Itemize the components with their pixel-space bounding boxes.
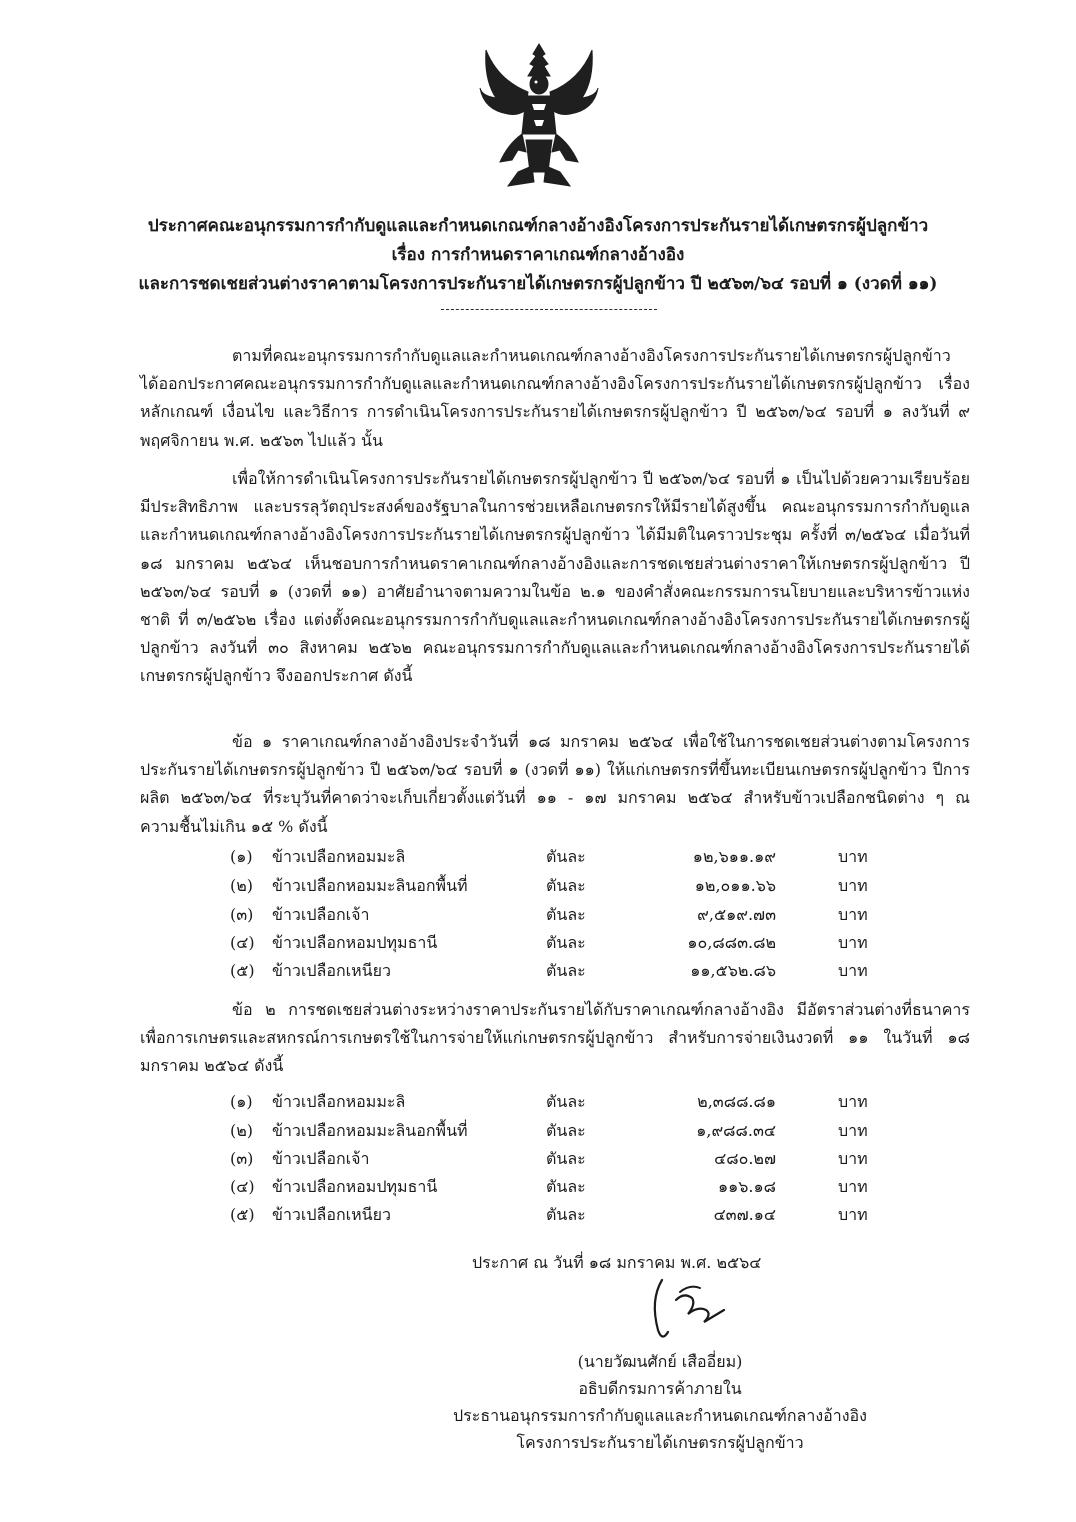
handwritten-signature-icon [640, 1270, 740, 1350]
paragraph-preamble [140, 342, 970, 455]
signatory-title-3: โครงการประกันรายได้เกษตรกรผู้ปลูกข้าว [516, 1433, 804, 1452]
list-item: (๔) ข้าวเปลือกหอมปทุมธานี ตันละ ๑๑๖.๑๘ บาท [230, 1177, 868, 1196]
paragraph-text: ข้อ ๒ การชดเชยส่วนต่างระหว่างราคาประกันรายได้กับราคาเกณฑ์กลางอ้างอิง มีอัตราส่วนต่างที่ธนาคารเพื่อการเกษตรและสหกรณ์การเกษตรใช้ในการจ่ายให้แก่เกษตรกรผู้ปลูกข้าว สำหรับการจ่ายเงินงวดที่ ๑๑ ในวันที่ ๑๘ มกราคม ๒๕๖๔ ดังนี้ [140, 1000, 970, 1076]
list-item: (๑) ข้าวเปลือกหอมมะลิ ตันละ ๑๒,๖๑๑.๑๙ บาท [230, 847, 868, 866]
garuda-emblem-icon [478, 40, 600, 190]
list-item: (๑) ข้าวเปลือกหอมมะลิ ตันละ ๒,๓๘๘.๘๑ บาท [230, 1092, 868, 1111]
signatory-title-2: ประธานอนุกรรมการกำกับดูแลและกำหนดเกณฑ์กลางอ้างอิง [453, 1406, 867, 1425]
list-item: (๔) ข้าวเปลือกหอมปทุมธานี ตันละ ๑๐,๘๘๓.๘๒ บาท [230, 933, 868, 952]
list-item: (๒) ข้าวเปลือกหอมมะลินอกพื้นที่ ตันละ ๑๒,๐๑๑.๖๖ บาท [230, 876, 868, 895]
list-item: (๕) ข้าวเปลือกเหนียว ตันละ ๑๑,๕๖๒.๘๖ บาท [230, 961, 868, 980]
paragraph-text: ข้อ ๑ ราคาเกณฑ์กลางอ้างอิงประจำวันที่ ๑๘ มกราคม ๒๕๖๔ เพื่อใช้ในการชดเชยส่วนต่างตามโครงการประกันรายได้เกษตรกรผู้ปลูกข้าว ปี ๒๕๖๓/๖๔ รอบที่ ๑ (งวดที่ ๑๑) ให้แก่เกษตรกรที่ขึ้นทะเบียนเกษตรกรผู้ปลูกข้าว ปีการผลิต ๒๕๖๓/๖๔ ที่ระบุวันที่คาดว่าจะเก็บเกี่ยวตั้งแต่วันที่ ๑๑ - ๑๗ มกราคม ๒๕๖๔ สำหรับข้าวเปลือกชนิดต่าง ๆ ณ ความชื้นไม่เกิน ๑๕ % ดังนี้ [140, 732, 970, 836]
signatory-title-1: อธิบดีกรมการค้าภายใน [578, 1379, 742, 1398]
paragraph-clause-1 [140, 728, 970, 841]
paragraph-clause-2 [140, 996, 970, 1081]
title-line-3: และการชดเชยส่วนต่างราคาตามโครงการประกันรายได้เกษตรกรผู้ปลูกข้าว ปี ๒๕๖๓/๖๔ รอบที่ ๑ (งวดที่ ๑๑) [138, 274, 938, 294]
paragraph-text: เพื่อให้การดำเนินโครงการประกันรายได้เกษตรกรผู้ปลูกข้าว ปี ๒๕๖๓/๖๔ รอบที่ ๑ เป็นไปด้วยความเรียบร้อย มีประสิทธิภาพ และบรรลุวัตถุประสงค์ของรัฐบาลในการช่วยเหลือเกษตรกรให้มีรายได้สูงขึ้น คณะอนุกรรมการกำกับดูแลและกำหนดเกณฑ์กลางอ้างอิงโครงการประกันรายได้เกษตรกรผู้ปลูกข้าว ได้มีมติในคราวประชุม ครั้งที่ ๓/๒๕๖๔ เมื่อวันที่ ๑๘ มกราคม ๒๕๖๔ เห็นชอบการกำหนดราคาเกณฑ์กลางอ้างอิงและการชดเชยส่วนต่างราคาให้เกษตรกรผู้ปลูกข้าว ปี ๒๕๖๓/๖๔ รอบที่ ๑ (งวดที่ ๑๑) อาศัยอำนาจตามความในข้อ ๒.๑ ของคำสั่งคณะกรรมการนโยบายและบริหารข้าวแห่งชาติ ที่ ๓/๒๕๖๒ เรื่อง แต่งตั้งคณะอนุกรรมการกำกับดูแลและกำหนดเกณฑ์กลางอ้างอิงโครงการประกันรายได้เกษตรกรผู้ปลูกข้าว ลงวันที่ ๓๐ สิงหาคม ๒๕๖๒ คณะอนุกรรมการกำกับดูแลและกำหนดเกณฑ์กลางอ้างอิงโครงการประกันรายได้เกษตรกรผู้ปลูกข้าว จึงออกประกาศ ดังนี้ [140, 469, 970, 686]
title-line-2: เรื่อง การกำหนดราคาเกณฑ์กลางอ้างอิง [391, 245, 685, 265]
announcement-title [60, 212, 1016, 299]
paragraph-resolution [140, 465, 970, 691]
paragraph-text: ตามที่คณะอนุกรรมการกำกับดูแลและกำหนดเกณฑ์กลางอ้างอิงโครงการประกันรายได้เกษตรกรผู้ปลูกข้าว ได้ออกประกาศคณะอนุกรรมการกำกับดูแลและกำหนดเกณฑ์กลางอ้างอิงโครงการประกันรายได้เกษตรกรผู้ปลูกข้าว เรื่อง หลักเกณฑ์ เงื่อนไข และวิธีการ การดำเนินโครงการประกันรายได้เกษตรกรผู้ปลูกข้าว ปี ๒๕๖๓/๖๔ รอบที่ ๑ ลงวันที่ ๙ พฤศจิกายน พ.ศ. ๒๕๖๓ ไปแล้ว นั้น [140, 346, 970, 450]
list-item: (๕) ข้าวเปลือกเหนียว ตันละ ๔๓๗.๑๔ บาท [230, 1205, 868, 1224]
title-divider [441, 309, 657, 310]
list-item: (๒) ข้าวเปลือกหอมมะลินอกพื้นที่ ตันละ ๑,๙๘๘.๓๔ บาท [230, 1121, 868, 1140]
signatory-block [400, 1348, 920, 1456]
signatory-name: (นายวัฒนศักย์ เสืออี่ยม) [577, 1352, 743, 1371]
list-item: (๓) ข้าวเปลือกเจ้า ตันละ ๔๘๐.๒๗ บาท [230, 1149, 868, 1168]
title-line-1: ประกาศคณะอนุกรรมการกำกับดูแลและกำหนดเกณฑ์กลางอ้างอิงโครงการประกันรายได้เกษตรกรผู้ปลูกข้าว [147, 216, 929, 236]
announcement-date: ประกาศ ณ วันที่ ๑๘ มกราคม พ.ศ. ๒๕๖๔ [472, 1253, 762, 1272]
list-item: (๓) ข้าวเปลือกเจ้า ตันละ ๙,๕๑๙.๗๓ บาท [230, 905, 868, 924]
